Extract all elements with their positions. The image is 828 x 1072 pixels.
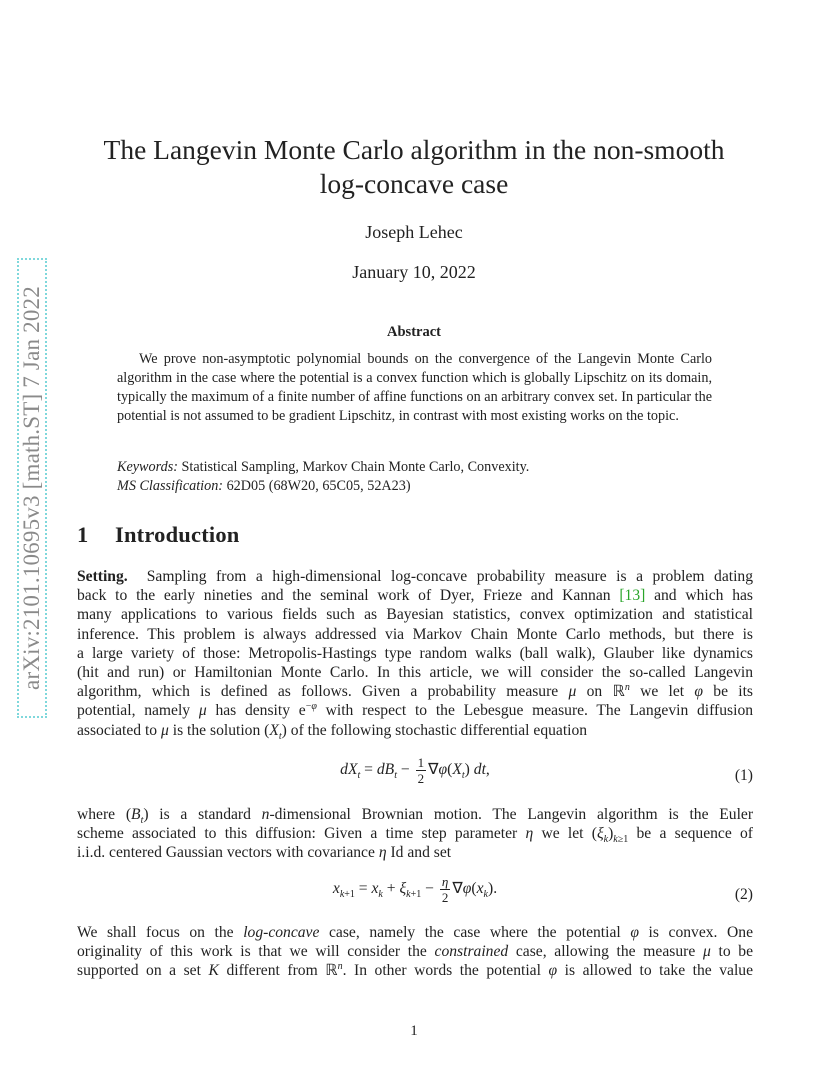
msc-value: 62D05 (68W20, 65C05, 52A23)	[226, 478, 411, 494]
section-title: Introduction	[115, 522, 240, 547]
section-number: 1	[77, 522, 89, 547]
title-line-2: log-concave case	[319, 168, 509, 199]
text-line: back to the early nineties and the seminal work of Dyer, Frieze and Kannan [13] and which has	[77, 587, 753, 605]
msc-line	[117, 477, 712, 496]
setting-label: Setting.	[77, 568, 128, 585]
text-line: We shall focus on the log-concave case, namely the case where the potential φ is convex. One	[77, 924, 754, 941]
date: January 10, 2022	[352, 262, 476, 282]
page-number: 1	[410, 1023, 418, 1039]
abstract-text: We prove non-asymptotic polynomial bounds on the convergence of the Langevin Monte Carlo algorithm in the case where the potential is a convex function which is globally Lipschitz on its domain, typically the maximum of a finite number of affine functions on an arbitrary convex set. In particular the potential is not assumed to be gradient Lipschitz, in contrast with most existing works on the topic.	[117, 351, 712, 424]
paper-title	[60, 133, 768, 201]
text-line: many applications to various fields such as Bayesian statistics, convex optimization and statistical	[77, 606, 753, 624]
author: Joseph Lehec	[365, 222, 463, 242]
equation-1	[77, 755, 753, 795]
text-line: i.i.d. centered Gaussian vectors with covariance η Id and set	[77, 844, 452, 862]
text-line: potential, namely μ has density $e^{-\varphi}$ with respect to the Lebesgue measure. The Langevin diffusion	[77, 701, 754, 720]
keywords-block	[117, 458, 712, 496]
text-line: a large variety of those: Metropolis-Hastings type random walks (ball walk), Glauber like dynamics	[77, 644, 753, 662]
equation-2-formula: $x_{k+1} = x_k + \xi_{k+1}$ − $\frac{\eta}{2}$ $\nabla\varphi(x_k)$.	[332, 874, 498, 905]
paragraph-euler	[77, 805, 753, 863]
title-line-1: The Langevin Monte Carlo algorithm in the non-smooth	[103, 134, 725, 165]
arxiv-id: arXiv:2101.10695v3 [math.ST] 7 Jan 2022	[19, 286, 44, 690]
keywords-value: Statistical Sampling, Markov Chain Monte Carlo, Convexity.	[181, 459, 530, 475]
paragraph-setting	[77, 567, 753, 740]
abstract-heading: Abstract	[387, 324, 441, 340]
keywords-label: Keywords:	[117, 459, 178, 475]
equation-1-number: (1)	[734, 767, 753, 784]
text-line: originality of this work is that we will consider the constrained case, allowing the measure μ to be	[77, 943, 754, 961]
section-heading	[77, 522, 240, 548]
text-line: (hit and run) or Hamiltonian Monte Carlo. In this article, we will consider the so-called Langevin	[77, 663, 753, 681]
paragraph-log-concave	[77, 923, 753, 981]
msc-label: MS Classification:	[117, 478, 224, 494]
text-line: inference. This problem is always addressed via Markov Chain Monte Carlo methods, but there is	[77, 625, 753, 643]
text-line: associated to μ is the solution $(X_t)$ of the following stochastic differential equation	[77, 721, 588, 742]
citation-link[interactable]: [13]	[619, 587, 646, 605]
text-line: scheme associated to this diffusion: Given a time step parameter η we let $(\xi_k)_{k\ge 1}$ be a sequence of	[77, 825, 754, 846]
text-line: supported on a set K different from ℝ$^n$. In other words the potential φ is allowed to take the value	[77, 961, 754, 980]
keywords-line	[117, 458, 712, 477]
text-line: Setting. Sampling from a high-dimensional log-concave probability measure is a problem dating	[77, 568, 754, 585]
text-line: where $(B_t)$ is a standard n-dimensional Brownian motion. The Langevin algorithm is the Euler	[77, 806, 754, 827]
equation-1-formula: $dX_t = dB_t$ − $\frac{1}{2}$ $\nabla\varphi(X_t)$ dt,	[340, 755, 490, 786]
equation-2	[77, 874, 753, 914]
equation-2-number: (2)	[734, 886, 753, 903]
text-line: algorithm, which is defined as follows. Given a probability measure μ on ℝ$^n$ we let φ be its	[77, 681, 753, 701]
